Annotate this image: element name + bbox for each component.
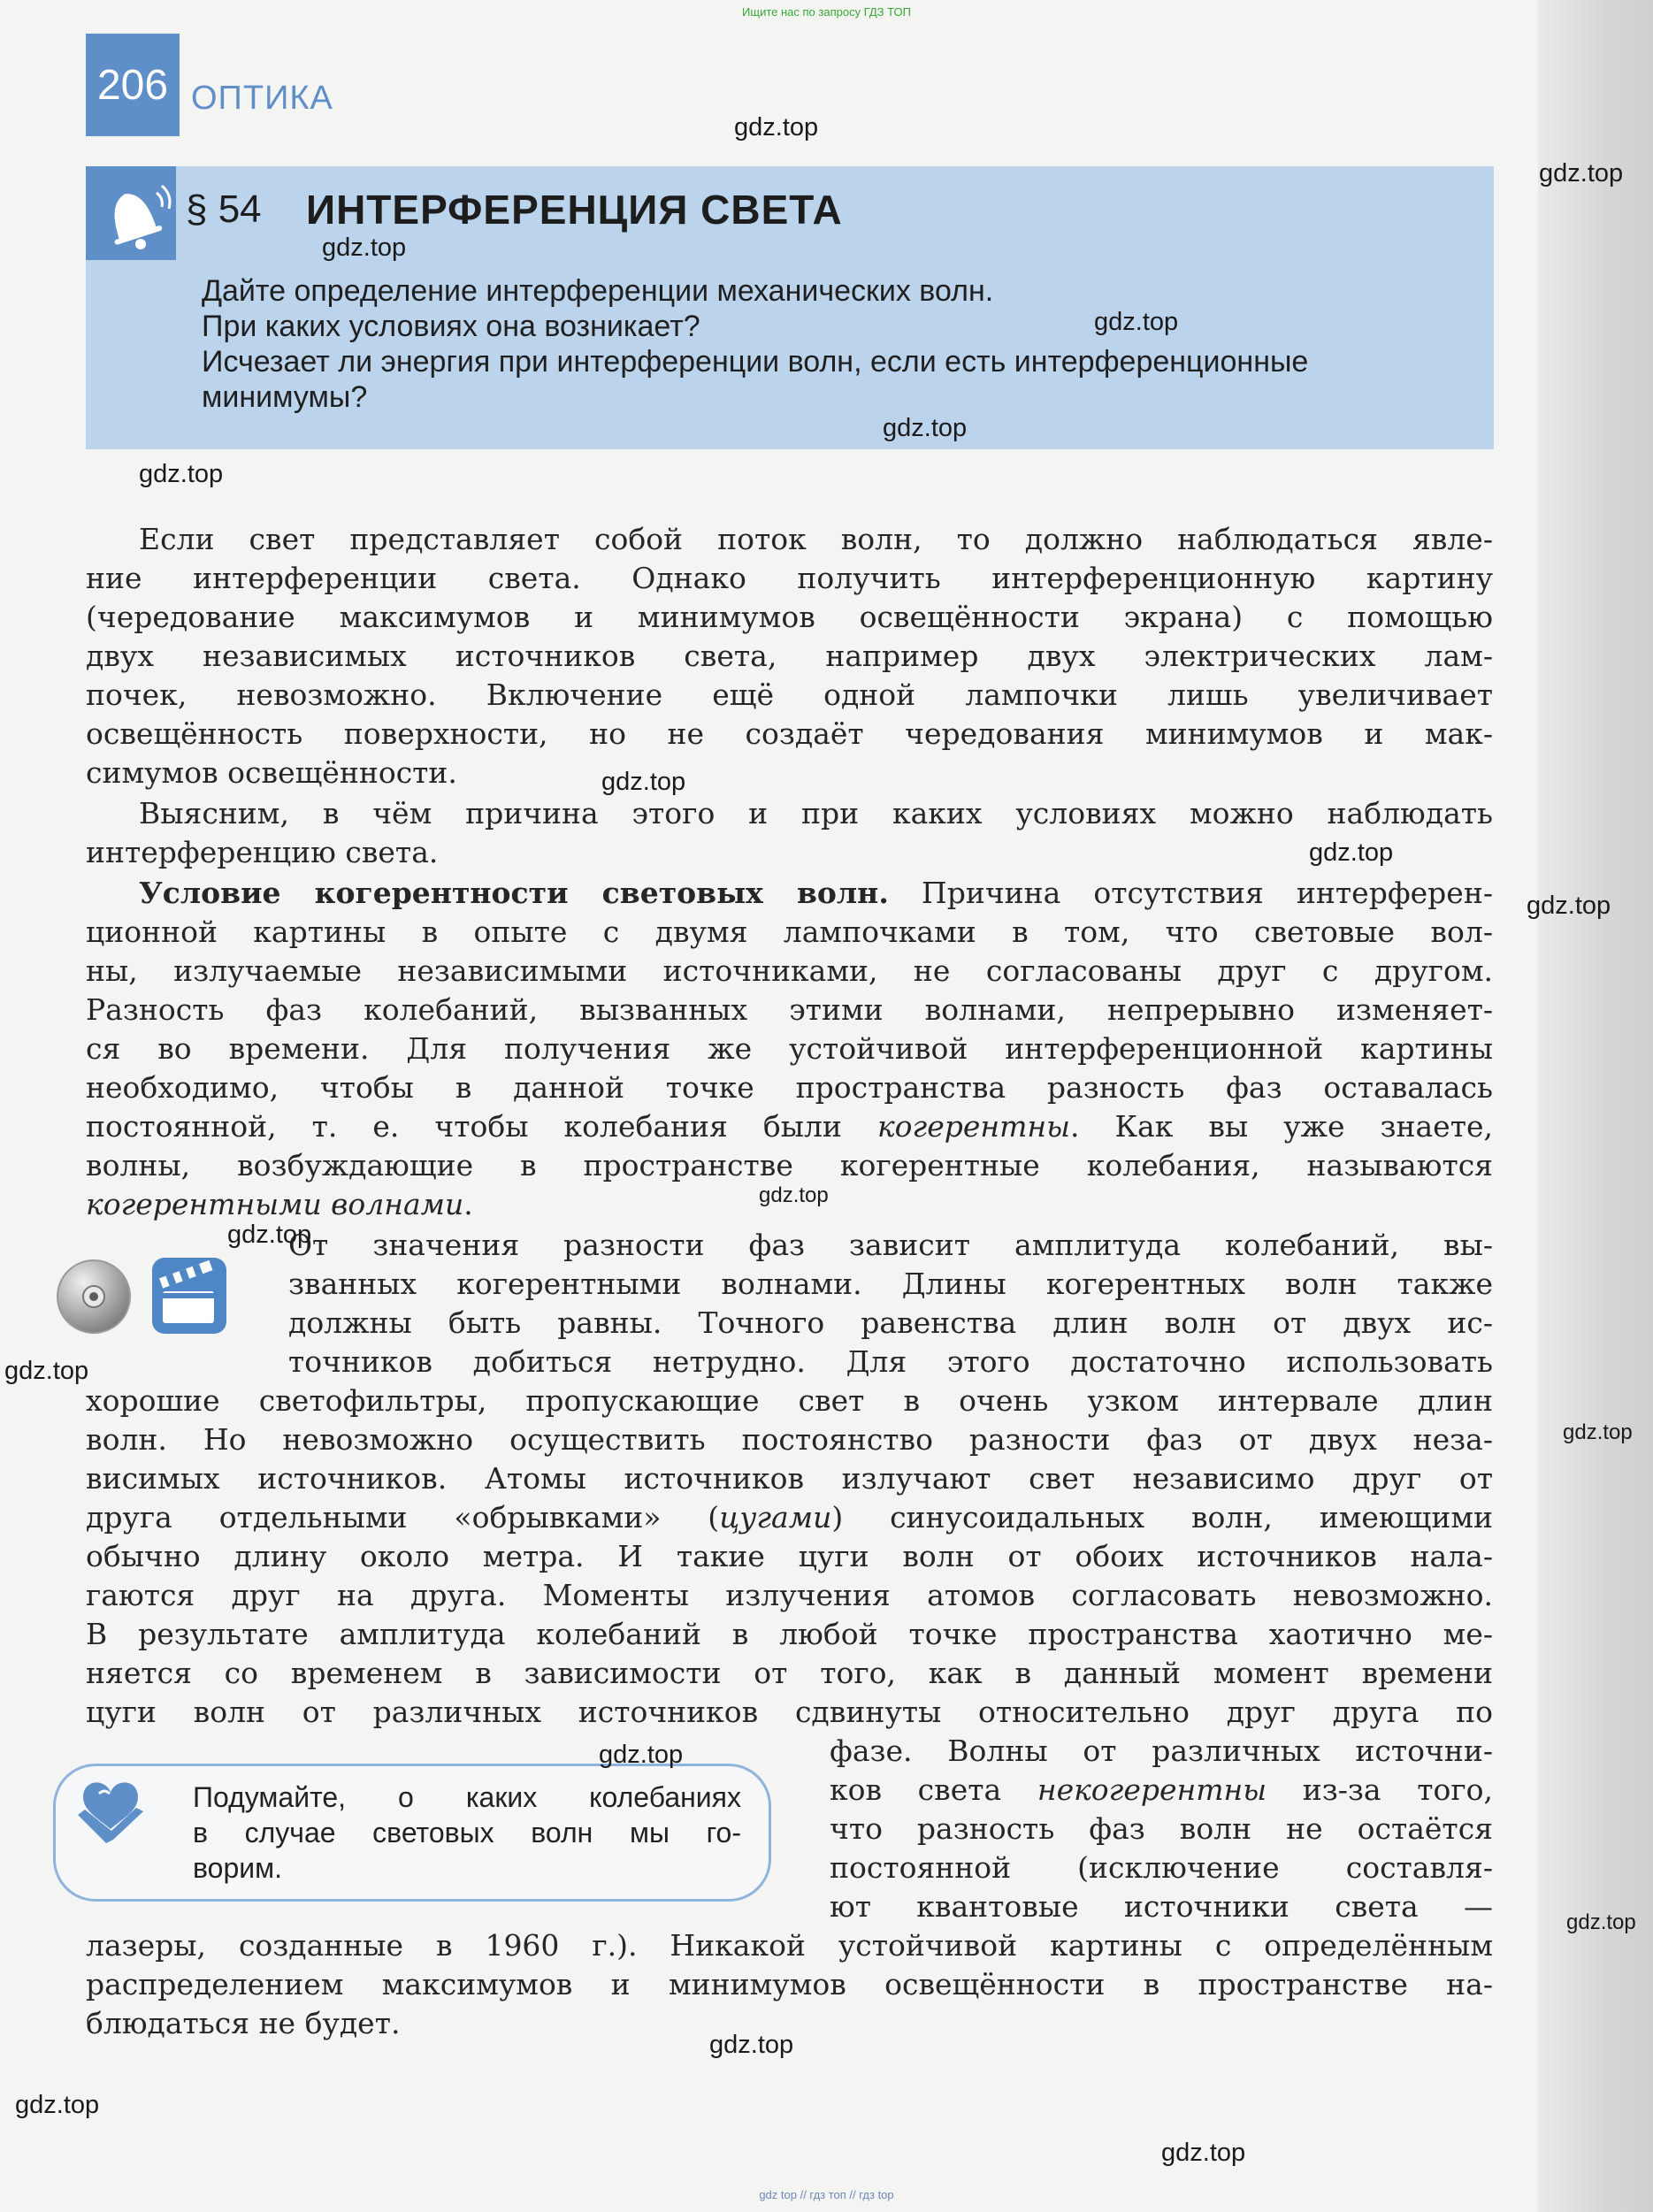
body-line: постоянной (исключение составля- [830, 1850, 1493, 1885]
page-number: 206 [86, 34, 180, 136]
body-line: постоянной, т. е. чтобы колебания были когерентны. Как вы уже знаете, [86, 1109, 1493, 1144]
body-line: ние интерференции света. Однако получить интерференционную картину [86, 561, 1493, 595]
body-line: Условие когерентности световых волн. Причина отсутствия интерферен- [139, 876, 1493, 910]
body-line: хорошие светофильтры, пропускающие свет в очень узком интервале длин [86, 1383, 1493, 1418]
watermark: gdz.top [1566, 1910, 1636, 1934]
body-line: От значения разности фаз зависит амплитуда колебаний, вы- [288, 1228, 1493, 1262]
watermark: gdz.top [883, 414, 968, 442]
watermark: gdz.top [1527, 892, 1611, 920]
body-line: Выясним, в чём причина этого и при каких условиях можно наблюдать [139, 796, 1493, 830]
body-line: когерентными волнами. [86, 1187, 473, 1221]
watermark: gdz.top [1309, 838, 1394, 867]
body-line: званных когерентными волнами. Длины когерентных волн также [288, 1267, 1493, 1301]
watermark: gdz.top [709, 2031, 794, 2059]
body-line: ся во времени. Для получения же устойчивой интерференционной картины [86, 1031, 1493, 1066]
body-line: интерференцию света. [86, 835, 439, 869]
watermark: gdz.top [322, 233, 407, 262]
body-line: должны быть равны. Точного равенства длин волн от двух ис- [288, 1305, 1493, 1340]
question-2: При каких условиях она возникает? [202, 310, 700, 343]
bell-icon [86, 166, 176, 260]
think-text-line: в случае световых волн мы го- [193, 1817, 741, 1848]
body-line: обычно длину около метра. И такие цуги волн от обоих источников нала- [86, 1539, 1493, 1573]
body-line: волн. Но невозможно осуществить постоянство разности фаз от двух неза- [86, 1422, 1493, 1457]
body-line: фазе. Волны от различных источни- [830, 1734, 1493, 1768]
think-text-line: ворим. [193, 1852, 282, 1884]
body-line: цуги волн от различных источников сдвинуты относительно друг друга по [86, 1695, 1493, 1729]
body-line: висимых источников. Атомы источников излучают свет независимо друг от [86, 1461, 1493, 1496]
body-line: лазеры, созданные в 1960 г.). Никакой устойчивой картины с определённым [86, 1928, 1493, 1963]
body-line: ков света некогерентны из-за того, [830, 1772, 1493, 1807]
body-line: что разность фаз волн не остаётся [830, 1811, 1493, 1846]
body-line: гаются друг на друга. Моменты излучения атомов согласовать невозможно. [86, 1578, 1493, 1612]
body-line: освещённость поверхности, но не создаёт чередования минимумов и мак- [86, 716, 1493, 751]
cd-icon[interactable] [55, 1258, 133, 1336]
watermark: gdz.top [759, 1183, 829, 1207]
body-line: Разность фаз колебаний, вызванных этими волнами, непрерывно изменяет- [86, 992, 1493, 1027]
body-line: ны, излучаемые независимыми источниками, не согласованы друг с другом. [86, 953, 1493, 988]
watermark: gdz.top [1563, 1420, 1633, 1444]
body-line: необходимо, чтобы в данной точке пространства разность фаз оставалась [86, 1070, 1493, 1105]
section-name: ОПТИКА [191, 80, 333, 117]
body-line: (чередование максимумов и минимумов освещённости экрана) с помощью [86, 600, 1493, 634]
body-line: распределением максимумов и минимумов освещённости в пространстве на- [86, 1967, 1493, 2002]
body-line: симумов освещённости. [86, 755, 457, 790]
body-line: ют квантовые источники света — [830, 1889, 1493, 1924]
watermark: gdz.top [139, 460, 224, 488]
body-line: волны, возбуждающие в пространстве когерентные колебания, называются [86, 1148, 1493, 1183]
watermark: gdz.top [1161, 2139, 1246, 2167]
body-line: друга отдельными «обрывками» (цугами) синусоидальных волн, имеющими [86, 1500, 1493, 1535]
paragraph-title: ИНТЕРФЕРЕНЦИЯ СВЕТА [306, 187, 843, 233]
film-clapper-icon[interactable] [150, 1256, 228, 1336]
think-text-line: Подумайте, о каких колебаниях [193, 1781, 741, 1813]
body-line: Если свет представляет собой поток волн, то должно наблюдаться явле- [139, 522, 1493, 556]
question-4: минимумы? [202, 380, 368, 414]
watermark: gdz.top [599, 1741, 684, 1769]
body-line: двух независимых источников света, например двух электрических лам- [86, 639, 1493, 673]
body-line: няется со временем в зависимости от того, как в данный момент времени [86, 1656, 1493, 1690]
page-edge-shadow [1538, 0, 1653, 2212]
watermark: gdz.top [1539, 159, 1624, 188]
body-line: точников добиться нетрудно. Для этого достаточно использовать [288, 1344, 1493, 1379]
body-line: В результате амплитуда колебаний в любой точке пространства хаотично ме- [86, 1617, 1493, 1651]
heart-hand-icon [71, 1772, 150, 1848]
question-3: Исчезает ли энергия при интерференции волн, если есть интерференционные [202, 345, 1309, 379]
watermark: gdz.top [15, 2091, 100, 2119]
watermark: gdz.top [227, 1221, 312, 1249]
watermark: gdz.top [4, 1357, 89, 1385]
body-line: блюдаться не будет. [86, 2006, 401, 2040]
top-banner[interactable]: Ищите нас по запросу ГДЗ ТОП [742, 5, 911, 19]
watermark: gdz.top [734, 113, 819, 142]
body-line: ционной картины в опыте с двумя лампочками в том, что световые вол- [86, 915, 1493, 949]
question-1: Дайте определение интерференции механических волн. [202, 274, 994, 308]
paragraph-number: § 54 [186, 188, 262, 231]
bottom-banner[interactable]: gdz top // гдз топ // гдз top [759, 2188, 894, 2201]
watermark: gdz.top [1094, 308, 1179, 336]
subheading-coherence: Условие когерентности световых волн. [139, 876, 889, 910]
body-line: почек, невозможно. Включение ещё одной лампочки лишь увеличивает [86, 677, 1493, 712]
watermark: gdz.top [601, 768, 686, 796]
